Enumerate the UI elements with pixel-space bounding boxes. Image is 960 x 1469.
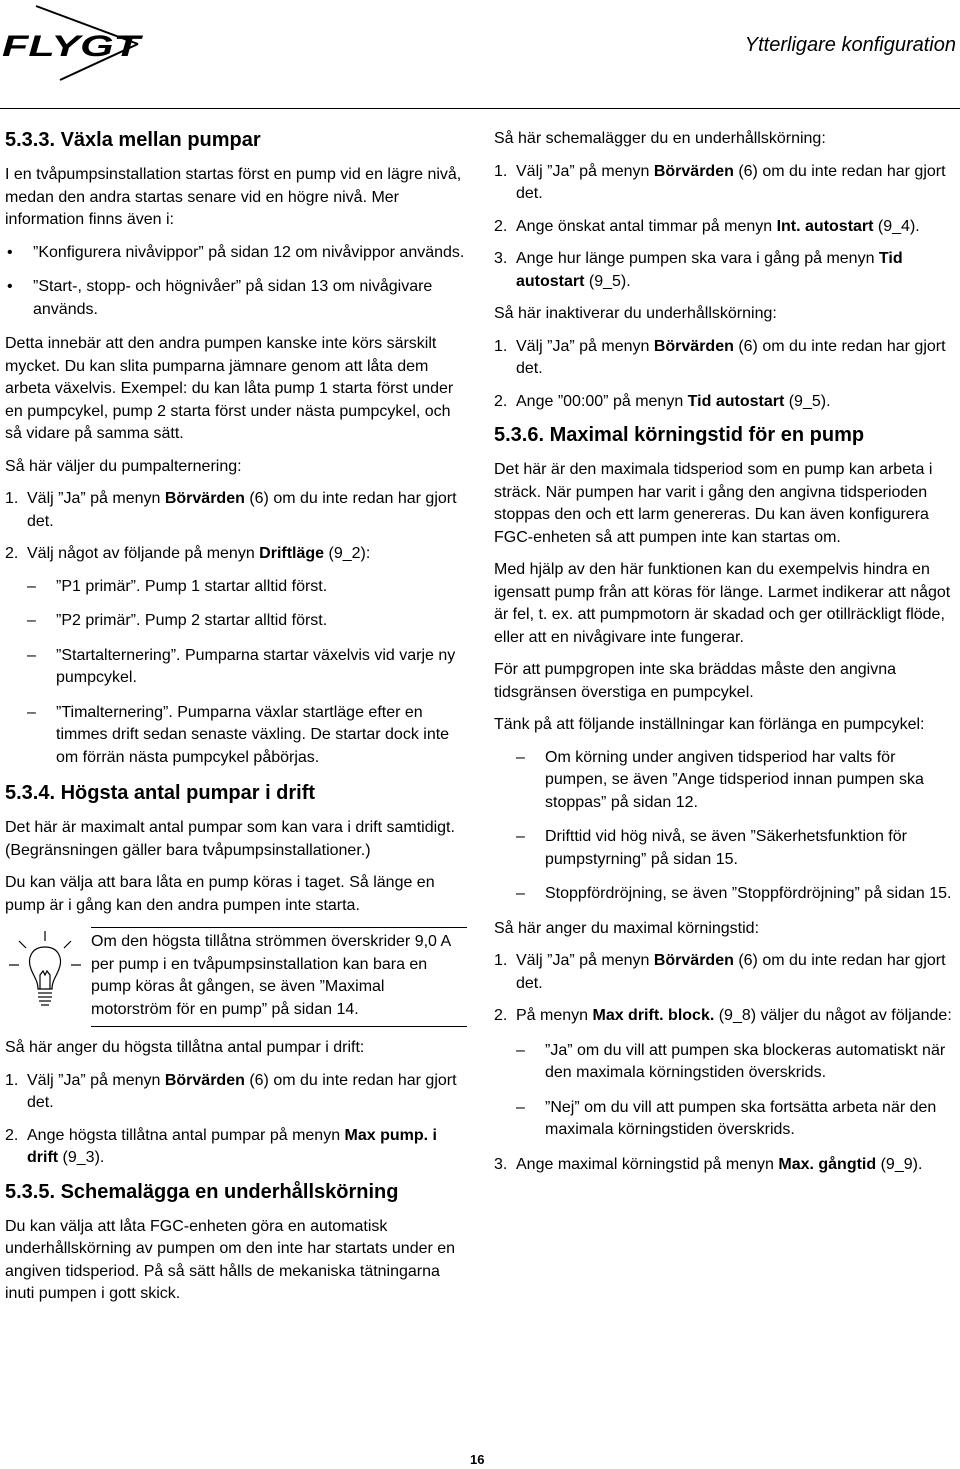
menu-name: Driftläge	[259, 545, 325, 562]
menu-name: Börvärden	[653, 952, 734, 969]
list-item-text: ”Timalternering”. Pumparna växlar startläge efter en timmes drift sedan senaste växling. De startar dock inte om förrän nästa pumpcykel påbörjas.	[56, 703, 450, 766]
step-number: 1.	[5, 490, 19, 507]
instruction-lead: Så här inaktiverar du underhållskörning:	[494, 305, 777, 322]
list-item	[494, 1097, 956, 1142]
step-text: Välj ”Ja” på menyn	[516, 952, 654, 969]
step-number: 1.	[494, 337, 508, 355]
step-item	[494, 1005, 956, 1142]
list-item-text: ”P2 primär”. Pump 2 startar alltid först.	[56, 612, 328, 629]
list-item	[5, 242, 467, 265]
paragraph: Det här är maximalt antal pumpar som kan vara i drift samtidigt. (Begränsningen gäller bara tvåpumpsinstallationer.)	[5, 819, 455, 859]
dash-icon: –	[27, 703, 36, 721]
section-5-3-4	[5, 781, 467, 1170]
section-5-3-5	[5, 1180, 467, 1306]
step-text: Välj ”Ja” på menyn	[27, 1071, 165, 1089]
step-item	[494, 391, 956, 414]
list-item	[5, 576, 467, 599]
option-list	[5, 576, 467, 770]
header-title: Ytterligare konfiguration	[744, 34, 956, 56]
instruction-lead: Så här anger du högsta tillåtna antal pumpar i drift:	[5, 1039, 365, 1056]
instruction-lead: Så här schemalägger du en underhållskörning:	[494, 130, 826, 147]
step-text: (6) om du inte redan har gjort det.	[516, 337, 946, 377]
step-number: 2.	[494, 217, 508, 235]
paragraph: Du kan välja att bara låta en pump köras i taget. Så länge en pump är i gång kan den andra pumpen inte starta.	[5, 874, 435, 914]
menu-name: Börvärden	[653, 162, 734, 180]
page-header	[0, 0, 960, 112]
paragraph: Tänk på att följande inställningar kan förlänga en pumpcykel:	[494, 716, 925, 733]
step-text: På menyn	[516, 1007, 593, 1024]
step-number: 1.	[494, 952, 508, 969]
instruction-lead: Så här väljer du pumpalternering:	[5, 457, 242, 475]
step-text: Ange önskat antal timmar på menyn	[516, 217, 777, 235]
step-text: Välj ”Ja” på menyn	[27, 490, 165, 507]
list-item-text: Stoppfördröjning, se även ”Stoppfördröjning” på sidan 15.	[545, 885, 952, 902]
step-text: Välj något av följande på menyn	[27, 545, 260, 562]
section-5-3-6	[494, 423, 956, 1176]
step-text: (9_2):	[324, 545, 371, 562]
step-text: Välj ”Ja” på menyn	[516, 162, 654, 180]
step-text: Ange högsta tillåtna antal pumpar på menyn	[27, 1126, 345, 1144]
step-text: (6) om du inte redan har gjort det.	[27, 1071, 457, 1111]
menu-name: Börvärden	[653, 337, 734, 355]
step-number: 1.	[494, 162, 508, 180]
dash-icon: –	[516, 748, 525, 766]
step-text: Välj ”Ja” på menyn	[516, 337, 654, 355]
step-item	[5, 1125, 467, 1170]
page-number: 16	[470, 1452, 485, 1467]
list-item-text: ”Nej” om du vill att pumpen ska fortsätta arbeta när den maximala körningstiden överskrids.	[545, 1098, 937, 1138]
lightbulb-icon	[5, 927, 85, 1027]
menu-name: Int. autostart	[776, 217, 874, 235]
step-list	[494, 336, 956, 414]
menu-name: Max. gångtid	[778, 1155, 877, 1173]
menu-name: Tid autostart	[687, 392, 785, 410]
dash-icon: –	[516, 1098, 525, 1116]
list-item-text: ”Start-, stopp- och högnivåer” på sidan 13 om nivågivare används.	[33, 278, 433, 318]
paragraph: Du kan välja att låta FGC-enheten göra en automatisk underhållskörning av pumpen om den inte har startats under en angiven tidsperiod. På så sätt hålls de mekaniska tätningarna inuti pumpen i gott skick.	[5, 1217, 456, 1302]
paragraph: Det här är den maximala tidsperiod som en pump kan arbeta i sträck. När pumpen har varit i gång den angivna tidsperioden stoppas den och ett larm genereras. Du kan även konfigurera FGC-enheten så att pumpen inte kan startas om.	[494, 461, 933, 546]
step-text: (9_9).	[876, 1155, 923, 1173]
step-list	[5, 1070, 467, 1170]
note-bottom-rule	[91, 1026, 467, 1027]
list-item	[494, 826, 956, 871]
step-item	[494, 336, 956, 381]
bullet-icon: •	[7, 243, 13, 261]
menu-name: Börvärden	[164, 1071, 245, 1089]
sub-option-list	[494, 1040, 956, 1142]
list-item	[5, 276, 467, 321]
paragraph: Med hjälp av den här funktionen kan du exempelvis hindra en igensatt pump från att köras för länge. Larmet indikerar att något är fel, t. ex. att pumpmotorn är skadad och ger otillräckligt flöde, eller att en nivågivare inte fungerar.	[494, 561, 951, 646]
deactivate-maintenance-steps	[494, 303, 956, 413]
step-number: 2.	[494, 1007, 508, 1024]
section-heading: 5.3.4. Högsta antal pumpar i drift	[5, 782, 316, 804]
list-item-text: ”Konfigurera nivåvippor” på sidan 12 om nivåvippor används.	[33, 243, 465, 261]
list-item-text: ”Startalternering”. Pumparna startar växelvis vid varje ny pumpcykel.	[56, 646, 456, 686]
step-item	[494, 950, 956, 995]
paragraph: Detta innebär att den andra pumpen kanske inte körs särskilt mycket. Du kan slita pumparna jämnare genom att låta dem arbeta växelvis. Exempel: du kan låta pump 1 starta först under en pumpcykel, pump 2 starta först under nästa pumpcykel, och så vidare på samma sätt.	[5, 335, 454, 442]
menu-name: Börvärden	[164, 490, 245, 507]
right-column	[494, 128, 956, 1186]
note-top-rule	[91, 927, 467, 928]
step-text: Ange hur länge pumpen ska vara i gång på menyn	[516, 250, 879, 267]
step-number: 2.	[5, 1126, 19, 1144]
step-item	[494, 161, 956, 206]
section-heading: 5.3.3. Växla mellan pumpar	[5, 129, 261, 151]
step-item	[5, 488, 467, 533]
step-item	[494, 216, 956, 239]
paragraph: I en tvåpumpsinstallation startas först en pump vid en lägre nivå, medan den andra startas senare vid en högre nivå. Mer information finns även i:	[5, 166, 462, 228]
step-item	[494, 1154, 956, 1177]
step-number: 3.	[494, 1155, 508, 1173]
section-heading: 5.3.6. Maximal körningstid för en pump	[494, 424, 865, 446]
menu-name: Max pump. i drift	[27, 1126, 437, 1166]
list-item-text: Om körning under angiven tidsperiod har valts för pumpen, se även ”Ange tidsperiod innan pumpen ska stoppas” på sidan 12.	[545, 748, 924, 811]
bullet-icon: •	[7, 278, 13, 295]
menu-name: Tid autostart	[516, 250, 903, 290]
schedule-maintenance-steps	[494, 128, 956, 293]
list-item	[494, 883, 956, 906]
step-number: 3.	[494, 250, 508, 267]
step-text: (6) om du inte redan har gjort det.	[516, 162, 946, 202]
list-item-text: Drifttid vid hög nivå, se även ”Säkerhetsfunktion för pumpstyrning” på sidan 15.	[545, 828, 907, 868]
step-text: (9_5).	[584, 272, 631, 290]
step-item	[5, 543, 467, 566]
dash-icon: –	[516, 885, 525, 902]
factor-list	[494, 747, 956, 906]
instruction-lead: Så här anger du maximal körningstid:	[494, 919, 760, 937]
list-item	[494, 1040, 956, 1085]
list-item	[5, 610, 467, 633]
header-divider	[0, 108, 960, 109]
step-list	[494, 161, 956, 294]
step-text: Ange maximal körningstid på menyn	[516, 1155, 779, 1173]
dash-icon: –	[516, 1041, 525, 1059]
note-box	[5, 927, 467, 1027]
step-list	[5, 488, 467, 566]
note-text: Om den högsta tillåtna strömmen överskrider 9,0 A per pump i en tvåpumpsinstallation kan bara en pump köras åt gången, se även ”Maximal motorström för en pump” på sidan 14.	[91, 933, 451, 1018]
step-text: (9_8) väljer du något av följande:	[714, 1007, 952, 1024]
dash-icon: –	[27, 612, 36, 629]
bullet-list	[5, 242, 467, 322]
list-item-text: ”P1 primär”. Pump 1 startar alltid först.	[56, 577, 328, 595]
list-item	[5, 645, 467, 690]
logo-text: FLYGT	[2, 30, 144, 63]
flygt-logo	[0, 2, 150, 82]
step-text: Ange ”00:00” på menyn	[516, 392, 688, 410]
step-item	[5, 1070, 467, 1115]
menu-name: Max drift. block.	[592, 1007, 715, 1024]
dash-icon: –	[516, 828, 525, 845]
paragraph: För att pumpgropen inte ska bräddas måste den angivna tidsgränsen överstiga en pumpcykel.	[494, 661, 897, 701]
step-text: (6) om du inte redan har gjort det.	[516, 952, 946, 992]
list-item	[494, 747, 956, 815]
step-text: (9_5).	[784, 392, 831, 410]
step-list	[494, 950, 956, 1176]
section-5-3-3	[5, 128, 467, 769]
list-item	[5, 702, 467, 770]
step-item	[494, 248, 956, 293]
dash-icon: –	[27, 646, 36, 664]
step-number: 1.	[5, 1071, 19, 1089]
list-item-text: ”Ja” om du vill att pumpen ska blockeras automatiskt när den maximala körningstiden överskrids.	[545, 1041, 946, 1081]
step-number: 2.	[5, 545, 19, 562]
section-heading: 5.3.5. Schemalägga en underhållskörning	[5, 1180, 399, 1203]
step-text: (9_3).	[58, 1149, 105, 1166]
dash-icon: –	[27, 577, 36, 595]
step-number: 2.	[494, 392, 508, 410]
step-text: (9_4).	[873, 217, 920, 235]
step-text: (6) om du inte redan har gjort det.	[27, 490, 457, 530]
left-column	[5, 128, 467, 1316]
